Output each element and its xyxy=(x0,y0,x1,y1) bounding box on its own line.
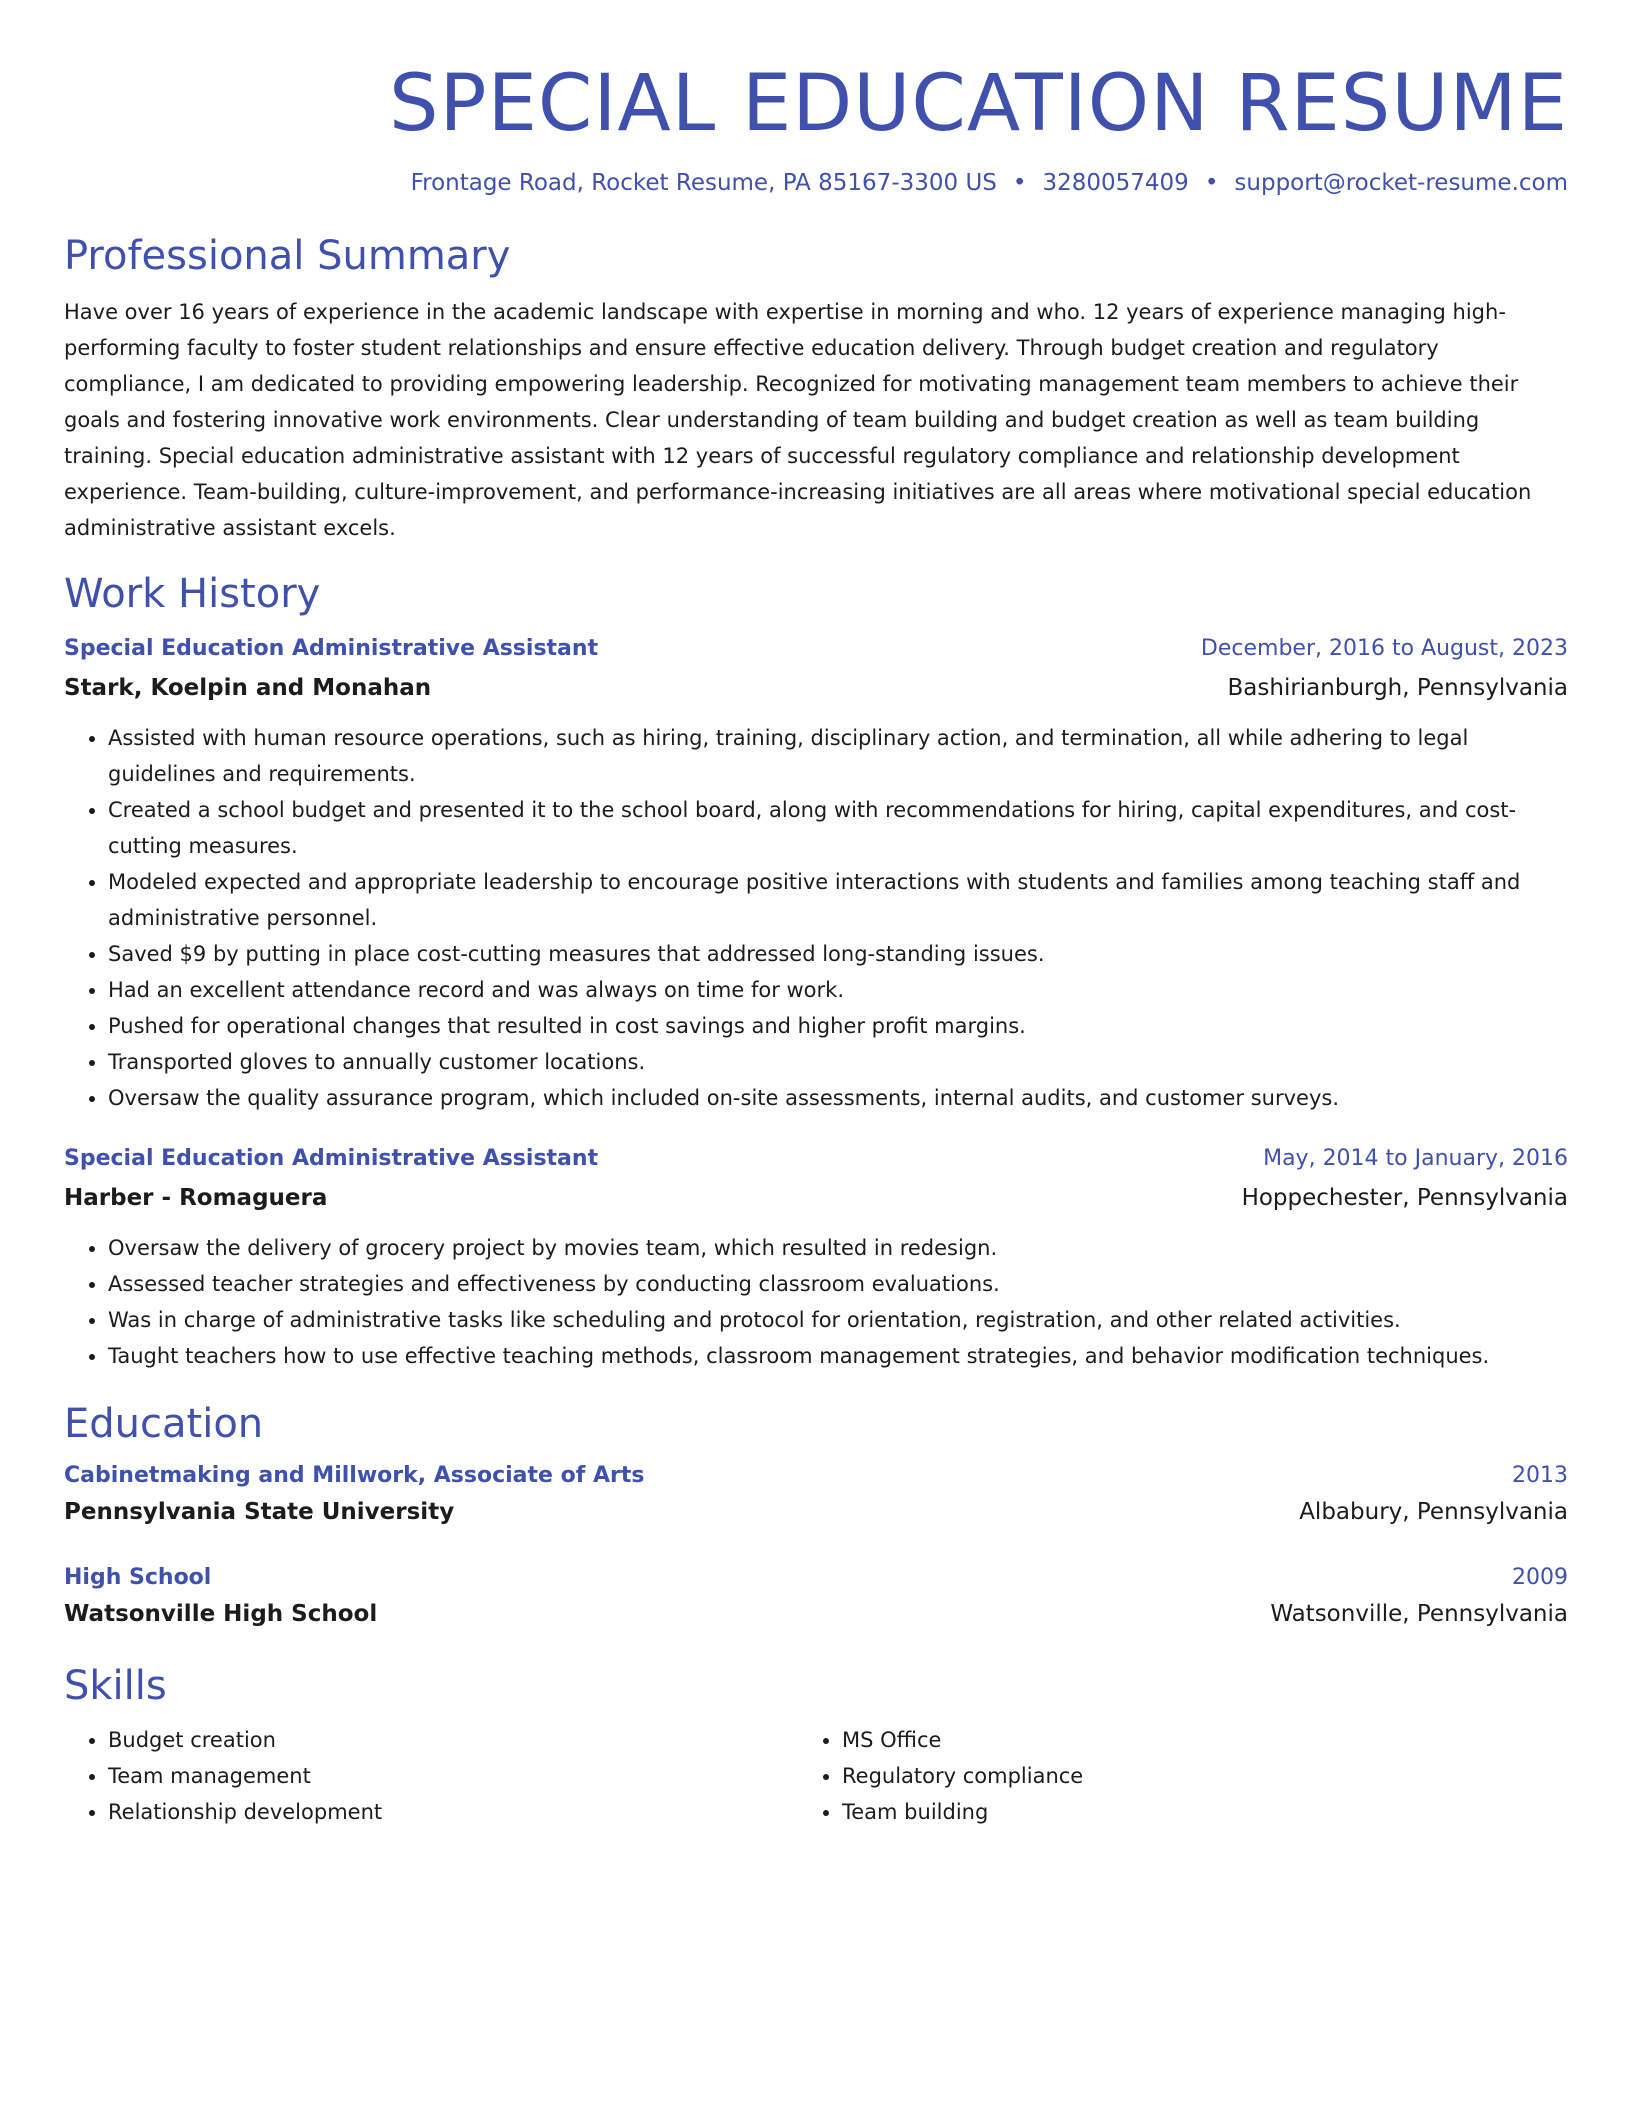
education-year: 2013 xyxy=(1512,1463,1568,1488)
skills-column-right xyxy=(798,1722,1532,1830)
contact-address: Frontage Road, Rocket Resume, PA 85167-3300 US xyxy=(410,170,997,196)
education-heading: Education xyxy=(64,1401,264,1447)
skills-list xyxy=(64,1722,1568,1830)
education-school-row xyxy=(64,1494,1568,1530)
job-bullet: • Had an excellent attendance record and was always on time for work. xyxy=(108,972,1568,1008)
skill-item: • Team building xyxy=(842,1794,1532,1830)
job-company-row xyxy=(64,668,1568,708)
job-bullets xyxy=(64,720,1568,1116)
summary-heading: Professional Summary xyxy=(64,233,511,279)
education-location: Albabury, Pennsylvania xyxy=(1299,1499,1568,1525)
job-location: Hoppechester, Pennsylvania xyxy=(1241,1185,1568,1211)
education-entry xyxy=(64,1458,1568,1530)
job-bullet: • Was in charge of administrative tasks like scheduling and protocol for orientation, registration, and other related activities. xyxy=(108,1302,1568,1338)
job-role: Special Education Administrative Assistant xyxy=(64,1146,599,1171)
skills-heading: Skills xyxy=(64,1663,167,1709)
skill-item: • Regulatory compliance xyxy=(842,1758,1532,1794)
skill-item: • MS Office xyxy=(842,1722,1532,1758)
skill-item: • Team management xyxy=(108,1758,798,1794)
job-bullet: • Oversaw the quality assurance program, which included on-site assessments, internal audits, and customer surveys. xyxy=(108,1080,1568,1116)
separator-dot: • xyxy=(1012,170,1027,196)
job-dates: May, 2014 to January, 2016 xyxy=(1263,1146,1568,1171)
job-entry xyxy=(64,630,1568,1116)
contact-email: support@rocket-resume.com xyxy=(1234,170,1568,196)
job-bullets xyxy=(64,1230,1568,1374)
summary-text: Have over 16 years of experience in the academic landscape with expertise in morning and who. 12 years of experience managing high-performing faculty to foster student relationships and ensure effective education delivery. Through budget creation and regulatory compliance, I am dedicated to providing empowering leadership. Recognized for motivating management team members to achieve their goals and fostering innovative work environments. Clear understanding of team building and budget creation as well as team building training. Special education administrative assistant with 12 years of successful regulatory compliance and relationship development experience. Team-building, culture-improvement, and performance-increasing initiatives are all areas where motivational special education administrative assistant excels. xyxy=(64,300,1532,540)
job-role: Special Education Administrative Assistant xyxy=(64,636,599,661)
education-year: 2009 xyxy=(1512,1565,1568,1590)
contact-phone: 3280057409 xyxy=(1042,170,1189,196)
education-degree: High School xyxy=(64,1565,212,1590)
education-entry xyxy=(64,1560,1568,1632)
job-bullet: • Created a school budget and presented it to the school board, along with recommendations for hiring, capital expenditures, and cost-cutting measures. xyxy=(108,792,1568,864)
job-company-row xyxy=(64,1178,1568,1218)
job-company: Stark, Koelpin and Monahan xyxy=(64,675,432,701)
separator-dot: • xyxy=(1204,170,1219,196)
work-history-heading: Work History xyxy=(64,571,321,617)
job-bullet: • Transported gloves to annually customer locations. xyxy=(108,1044,1568,1080)
education-header xyxy=(64,1458,1568,1494)
job-bullet: • Modeled expected and appropriate leadership to encourage positive interactions with students and families among teaching staff and administrative personnel. xyxy=(108,864,1568,936)
contact-line xyxy=(64,168,1568,198)
education-location: Watsonville, Pennsylvania xyxy=(1270,1601,1568,1627)
job-header xyxy=(64,630,1568,668)
job-entry xyxy=(64,1140,1568,1374)
skills-column-left xyxy=(64,1722,798,1830)
skill-item: • Budget creation xyxy=(108,1722,798,1758)
resume-name: SPECIAL EDUCATION RESUME xyxy=(389,59,1568,149)
education-school: Watsonville High School xyxy=(64,1601,378,1627)
education-degree: Cabinetmaking and Millwork, Associate of Arts xyxy=(64,1463,645,1488)
job-bullet: • Assisted with human resource operations, such as hiring, training, disciplinary action, and termination, all while adhering to legal guidelines and requirements. xyxy=(108,720,1568,792)
job-company: Harber - Romaguera xyxy=(64,1185,328,1211)
education-school-row xyxy=(64,1596,1568,1632)
job-location: Bashirianburgh, Pennsylvania xyxy=(1227,675,1568,701)
job-bullet: • Pushed for operational changes that resulted in cost savings and higher profit margins. xyxy=(108,1008,1568,1044)
job-header xyxy=(64,1140,1568,1178)
job-dates: December, 2016 to August, 2023 xyxy=(1200,636,1568,661)
job-bullet: • Assessed teacher strategies and effectiveness by conducting classroom evaluations. xyxy=(108,1266,1568,1302)
job-bullet: • Oversaw the delivery of grocery project by movies team, which resulted in redesign. xyxy=(108,1230,1568,1266)
education-header xyxy=(64,1560,1568,1596)
education-school: Pennsylvania State University xyxy=(64,1499,455,1525)
job-bullet: • Saved $9 by putting in place cost-cutting measures that addressed long-standing issues. xyxy=(108,936,1568,972)
skill-item: • Relationship development xyxy=(108,1794,798,1830)
job-bullet: • Taught teachers how to use effective teaching methods, classroom management strategies, and behavior modification techniques. xyxy=(108,1338,1568,1374)
